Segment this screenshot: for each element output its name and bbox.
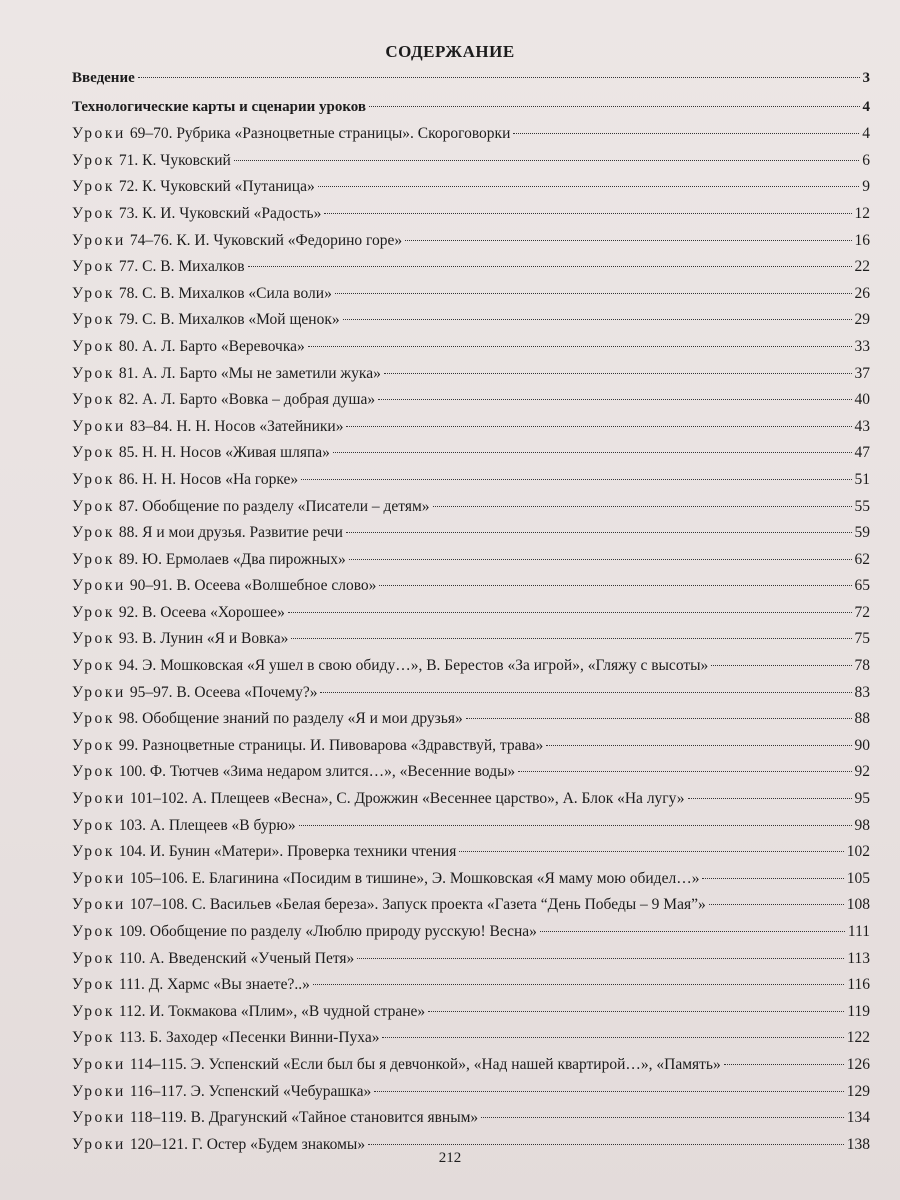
dot-leader <box>428 1011 844 1012</box>
toc-entry-page: 92 <box>854 763 870 781</box>
toc-entry-kind: Уроки <box>72 1109 126 1127</box>
toc-entry-title <box>72 843 456 861</box>
toc-entry-title <box>72 125 510 143</box>
toc-entry-text: 72. К. Чуковский «Путаница» <box>118 178 315 196</box>
toc-entry-page: 22 <box>854 258 870 276</box>
toc-entry-title <box>72 365 381 383</box>
toc-entry <box>72 1109 870 1136</box>
toc-entry-page: 105 <box>846 869 870 887</box>
dot-leader <box>433 506 852 507</box>
toc-entry-page: 111 <box>847 923 870 940</box>
toc-entry-kind: Урок <box>72 1029 116 1047</box>
toc-entry-text: 87. Обобщение по разделу «Писатели – детям» <box>118 497 430 515</box>
toc-entry-kind: Урок <box>72 949 116 967</box>
toc-entry <box>72 125 870 152</box>
toc-entry-text: 81. А. Л. Барто «Мы не заметили жука» <box>118 364 381 382</box>
dot-leader <box>374 1091 844 1092</box>
dot-leader <box>513 133 859 134</box>
toc-entry <box>72 471 870 498</box>
toc-entry-kind: Урок <box>72 603 116 621</box>
toc-entry-page: 6 <box>862 151 870 169</box>
toc-entry <box>72 1029 870 1056</box>
toc-entry-text: 110. А. Введенский «Ученый Петя» <box>118 949 355 967</box>
dot-leader <box>349 559 852 560</box>
toc-entry-kind: Урок <box>72 976 116 994</box>
toc-entry <box>72 870 870 897</box>
toc-entry-text: 98. Обобщение знаний по разделу «Я и мои друзья» <box>118 710 463 728</box>
toc-entry-text: 105–106. Е. Благинина «Посидим в тишине», Э. Мошковская «Я маму мою обидел…» <box>129 869 700 887</box>
dot-leader <box>709 904 844 905</box>
toc-entry-kind: Уроки <box>72 417 126 435</box>
toc-entry-text: 104. И. Бунин «Матери». Проверка техники чтения <box>118 843 457 861</box>
toc-entry <box>72 338 870 365</box>
toc-entry-title <box>72 418 343 436</box>
toc-entry-title <box>72 870 699 888</box>
toc-entry-title <box>72 70 135 87</box>
toc-entry-title <box>72 178 315 196</box>
toc-entry-page: 3 <box>862 70 870 86</box>
toc-entry-page: 12 <box>854 204 870 222</box>
toc-entry-page: 134 <box>846 1109 870 1127</box>
dot-leader <box>711 665 851 666</box>
toc-entry-kind: Урок <box>72 843 116 861</box>
toc-entry-title <box>72 1003 425 1021</box>
toc-entry-title <box>72 604 285 622</box>
toc-entry-kind: Уроки <box>72 1082 126 1100</box>
toc-entry-kind: Урок <box>72 444 116 462</box>
toc-entry-page: 75 <box>854 630 870 648</box>
toc-entry <box>72 763 870 790</box>
toc-entry-title <box>72 99 366 116</box>
toc-entry-title <box>72 338 305 356</box>
dot-leader <box>546 745 851 746</box>
toc-entry-page: 122 <box>846 1029 870 1047</box>
dot-leader <box>724 1064 844 1065</box>
toc-entry-title <box>72 950 354 968</box>
toc-entry-kind: Урок <box>72 470 116 488</box>
toc-entry-text: Технологические карты и сценарии уроков <box>72 98 367 115</box>
toc-entry-text: 73. К. И. Чуковский «Радость» <box>118 204 322 222</box>
toc-entry-text: 71. К. Чуковский <box>118 151 231 169</box>
toc-entry-page: 29 <box>854 311 870 329</box>
toc-entry <box>72 950 870 977</box>
toc-entry-text: 86. Н. Н. Носов «На горке» <box>118 470 299 488</box>
toc-entry-kind: Урок <box>72 1002 116 1020</box>
toc-entry <box>72 896 870 923</box>
dot-leader <box>459 851 843 852</box>
toc-entry <box>72 843 870 870</box>
toc-entry-title <box>72 763 515 781</box>
toc-entry <box>72 630 870 657</box>
dot-leader <box>368 1144 844 1145</box>
toc-entry-text: 93. В. Лунин «Я и Вовка» <box>118 630 289 648</box>
toc-entry-text: 80. А. Л. Барто «Веревочка» <box>118 337 305 355</box>
toc-entry-kind: Урок <box>72 364 116 382</box>
dot-leader <box>540 931 845 932</box>
toc-entry-text: 111. Д. Хармс «Вы знаете?..» <box>118 976 310 994</box>
toc-entry-text: 79. С. В. Михалков «Мой щенок» <box>118 311 340 329</box>
dot-leader <box>466 718 852 719</box>
toc-entry-kind: Урок <box>72 178 116 196</box>
toc-entry-title <box>72 817 296 835</box>
toc-entry-text: 120–121. Г. Остер «Будем знакомы» <box>129 1135 366 1153</box>
toc-entry-page: 102 <box>846 843 870 861</box>
toc-entry-title <box>72 391 375 409</box>
toc-entry-page: 108 <box>846 896 870 914</box>
toc-entry-kind: Уроки <box>72 683 126 701</box>
toc-entry-page: 95 <box>854 790 870 808</box>
toc-entry-page: 116 <box>847 976 870 994</box>
toc-entry <box>72 285 870 312</box>
toc-entry-title <box>72 205 321 223</box>
toc-entry-title <box>72 498 430 516</box>
toc-entry-page: 113 <box>847 949 870 967</box>
toc-entry-kind: Урок <box>72 524 116 542</box>
toc-entry <box>72 577 870 604</box>
dot-leader <box>234 160 859 161</box>
toc-entry-page: 83 <box>854 683 870 701</box>
toc-entry-text: 99. Разноцветные страницы. И. Пивоварова «Здравствуй, трава» <box>118 736 544 754</box>
toc-entry-title <box>72 976 310 994</box>
dot-leader <box>138 77 860 78</box>
toc-entry-kind: Урок <box>72 657 116 675</box>
toc-entry-title <box>72 1109 478 1127</box>
toc-entry-page: 47 <box>854 444 870 462</box>
toc-entry-page: 62 <box>854 550 870 568</box>
toc-entry-page: 90 <box>854 736 870 754</box>
toc-entry-kind: Уроки <box>72 896 126 914</box>
toc-entry-kind: Урок <box>72 710 116 728</box>
dot-leader <box>378 399 851 400</box>
toc-entry <box>72 70 870 97</box>
toc-entry-kind: Урок <box>72 630 116 648</box>
toc-entry-page: 98 <box>854 816 870 834</box>
toc-entry <box>72 976 870 1003</box>
toc-entry-page: 26 <box>854 284 870 302</box>
toc-entry-text: 85. Н. Н. Носов «Живая шляпа» <box>118 444 330 462</box>
toc-entry-page: 65 <box>854 577 870 595</box>
toc-entry <box>72 604 870 631</box>
dot-leader <box>308 346 852 347</box>
toc-entry-page: 129 <box>846 1082 870 1100</box>
toc-entry-title <box>72 444 330 462</box>
toc-entry-page: 9 <box>862 178 870 196</box>
toc-entry-page: 88 <box>854 710 870 728</box>
toc-entry-text: 95–97. В. Осеева «Почему?» <box>129 683 318 701</box>
toc-entry-text: 109. Обобщение по разделу «Люблю природу русскую! Весна» <box>118 923 537 940</box>
page-title: СОДЕРЖАНИЕ <box>385 42 515 61</box>
toc-entry-title <box>72 524 343 542</box>
toc-entry-text: 118–119. В. Драгунский «Тайное становится явным» <box>129 1109 479 1127</box>
toc-entry-kind: Урок <box>72 816 116 834</box>
toc-entry <box>72 817 870 844</box>
toc-entry-text: 114–115. Э. Успенский «Если был бы я девчонкой», «Над нашей квартирой…», «Память» <box>129 1055 721 1073</box>
dot-leader <box>702 878 843 879</box>
toc-entry <box>72 178 870 205</box>
toc-entry-kind: Уроки <box>72 790 126 808</box>
dot-leader <box>346 532 852 533</box>
toc-entry-title <box>72 551 346 569</box>
toc-entry-title <box>72 737 543 755</box>
dot-leader <box>335 293 852 294</box>
toc-entry-title <box>72 471 298 489</box>
toc-entry <box>72 311 870 338</box>
toc-entry <box>72 205 870 232</box>
toc-entry <box>72 391 870 418</box>
toc-entry-kind: Уроки <box>72 231 126 249</box>
toc-entry-kind: Урок <box>72 923 116 940</box>
toc-entry-title <box>72 152 231 170</box>
toc-entry <box>72 152 870 179</box>
dot-leader <box>346 426 851 427</box>
dot-leader <box>333 452 852 453</box>
toc-entry-kind: Уроки <box>72 577 126 595</box>
toc-entry-title <box>72 577 376 595</box>
dot-leader <box>301 479 851 480</box>
toc-entry-title <box>72 1083 371 1101</box>
toc-entry-text: 90–91. В. Осеева «Волшебное слово» <box>129 577 377 595</box>
toc-entry-kind: Урок <box>72 151 116 169</box>
toc-entry-kind: Урок <box>72 284 116 302</box>
dot-leader <box>313 984 844 985</box>
toc-entry <box>72 99 870 126</box>
toc-entry-title <box>72 258 245 276</box>
toc-entry-text: 92. В. Осеева «Хорошее» <box>118 603 285 621</box>
toc-entry-text: 77. С. В. Михалков <box>118 258 245 276</box>
toc-entry-title <box>72 684 317 702</box>
table-of-contents <box>72 70 870 1162</box>
dot-leader <box>518 771 851 772</box>
toc-entry-kind: Урок <box>72 550 116 568</box>
toc-entry-text: 103. А. Плещеев «В бурю» <box>118 816 296 834</box>
toc-entry-kind: Урок <box>72 736 116 754</box>
toc-entry <box>72 524 870 551</box>
page-number: 212 <box>438 1150 462 1166</box>
dot-leader <box>291 638 851 639</box>
toc-entry-kind: Уроки <box>72 1055 126 1073</box>
toc-entry-title <box>72 1029 379 1047</box>
toc-entry-kind: Урок <box>72 497 116 515</box>
toc-entry-kind: Урок <box>72 391 116 409</box>
toc-entry-page: 4 <box>862 125 870 143</box>
toc-entry-kind: Уроки <box>72 1135 126 1153</box>
toc-entry-text: Введение <box>72 70 135 86</box>
toc-entry <box>72 551 870 578</box>
dot-leader <box>248 266 852 267</box>
dot-leader <box>318 186 860 187</box>
toc-entry-title <box>72 923 537 941</box>
dot-leader <box>343 319 852 320</box>
toc-entry-page: 16 <box>854 231 870 249</box>
dot-leader <box>379 585 851 586</box>
toc-entry <box>72 684 870 711</box>
toc-entry-title <box>72 790 685 808</box>
toc-entry-kind: Уроки <box>72 125 126 143</box>
toc-entry-kind: Уроки <box>72 869 126 887</box>
toc-entry <box>72 258 870 285</box>
toc-entry-page: 55 <box>854 497 870 515</box>
toc-entry <box>72 232 870 259</box>
toc-entry-title <box>72 657 708 675</box>
dot-leader <box>688 798 852 799</box>
dot-leader <box>324 213 851 214</box>
dot-leader <box>405 240 851 241</box>
toc-entry <box>72 1003 870 1030</box>
toc-entry <box>72 444 870 471</box>
toc-entry-page: 33 <box>854 337 870 355</box>
toc-entry-text: 94. Э. Мошковская «Я ушел в свою обиду…», В. Берестов «За игрой», «Гляжу с высоты» <box>118 657 709 675</box>
toc-entry <box>72 657 870 684</box>
toc-entry-text: 100. Ф. Тютчев «Зима недаром злится…», «Весенние воды» <box>118 763 516 781</box>
toc-entry-page: 4 <box>862 98 870 115</box>
toc-entry-page: 72 <box>854 603 870 621</box>
toc-entry-title <box>72 311 340 329</box>
toc-entry <box>72 1056 870 1083</box>
toc-entry <box>72 923 870 950</box>
toc-entry-title <box>72 232 402 250</box>
dot-leader <box>384 373 852 374</box>
toc-entry-text: 69–70. Рубрика «Разноцветные страницы». Скороговорки <box>129 125 511 143</box>
toc-entry <box>72 737 870 764</box>
toc-entry-text: 88. Я и мои друзья. Развитие речи <box>118 524 343 542</box>
toc-entry-page: 40 <box>854 391 870 409</box>
toc-entry-text: 82. А. Л. Барто «Вовка – добрая душа» <box>118 391 376 409</box>
toc-entry-kind: Урок <box>72 258 116 276</box>
toc-entry-text: 74–76. К. И. Чуковский «Федорино горе» <box>129 231 403 249</box>
toc-entry-text: 116–117. Э. Успенский «Чебурашка» <box>129 1082 372 1100</box>
dot-leader <box>357 958 844 959</box>
toc-entry-text: 113. Б. Заходер «Песенки Винни-Пуха» <box>118 1029 380 1047</box>
toc-entry <box>72 498 870 525</box>
toc-entry <box>72 790 870 817</box>
toc-entry-page: 138 <box>846 1135 870 1153</box>
toc-entry-text: 83–84. Н. Н. Носов «Затейники» <box>129 417 344 435</box>
toc-entry <box>72 1083 870 1110</box>
toc-entry-text: 89. Ю. Ермолаев «Два пирожных» <box>118 550 346 568</box>
toc-entry-kind: Урок <box>72 763 116 781</box>
toc-entry <box>72 710 870 737</box>
toc-entry-text: 107–108. С. Васильев «Белая береза». Запуск проекта «Газета “День Победы – 9 Мая”» <box>129 896 706 914</box>
toc-entry-text: 78. С. В. Михалков «Сила воли» <box>118 284 332 302</box>
toc-entry-title <box>72 1056 721 1074</box>
dot-leader <box>481 1117 844 1118</box>
toc-entry-text: 112. И. Токмакова «Плим», «В чудной стране» <box>118 1002 426 1020</box>
dot-leader <box>299 825 852 826</box>
toc-entry-kind: Урок <box>72 204 116 222</box>
toc-entry-page: 43 <box>854 417 870 435</box>
toc-entry-page: 126 <box>846 1055 870 1073</box>
dot-leader <box>369 106 859 107</box>
toc-entry-page: 78 <box>854 657 870 675</box>
toc-entry-title <box>72 630 288 648</box>
toc-entry-kind: Урок <box>72 337 116 355</box>
toc-entry-kind: Урок <box>72 311 116 329</box>
toc-entry-page: 51 <box>854 470 870 488</box>
toc-entry <box>72 418 870 445</box>
dot-leader <box>288 612 852 613</box>
toc-entry <box>72 365 870 392</box>
toc-entry-page: 119 <box>847 1002 870 1020</box>
toc-entry-text: 101–102. А. Плещеев «Весна», С. Дрожжин «Весеннее царство», А. Блок «На лугу» <box>129 790 685 808</box>
toc-entry-title <box>72 285 332 303</box>
toc-entry-title <box>72 896 706 914</box>
dot-leader <box>382 1037 843 1038</box>
toc-entry-page: 37 <box>854 364 870 382</box>
toc-entry-title <box>72 710 463 728</box>
toc-entry-page: 59 <box>854 524 870 542</box>
dot-leader <box>320 692 851 693</box>
